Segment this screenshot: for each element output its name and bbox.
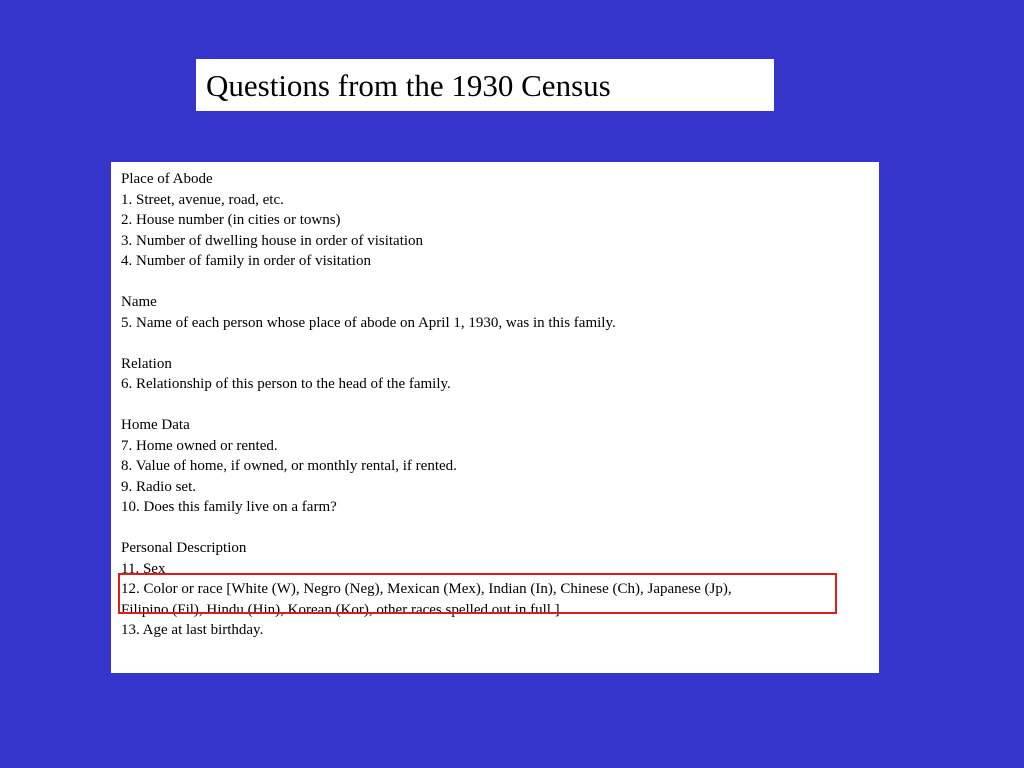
section-heading: Home Data bbox=[121, 417, 190, 433]
section-spacer bbox=[121, 518, 879, 539]
section-spacer bbox=[121, 272, 879, 293]
section-relation bbox=[121, 354, 879, 395]
question-item: 4. Number of family in order of visitation bbox=[121, 253, 371, 269]
section-heading: Personal Description bbox=[121, 540, 247, 556]
section-heading: Relation bbox=[121, 355, 172, 372]
section-spacer bbox=[121, 333, 879, 354]
question-item: 9. Radio set. bbox=[121, 478, 196, 495]
question-item: 10. Does this family live on a farm? bbox=[121, 499, 337, 515]
question-item: 5. Name of each person whose place of abode on April 1, 1930, was in this family. bbox=[121, 314, 616, 331]
question-item: 8. Value of home, if owned, or monthly rental, if rented. bbox=[121, 458, 457, 474]
section-heading: Name bbox=[121, 294, 157, 310]
question-item: 2. House number (in cities or towns) bbox=[121, 212, 341, 228]
section-spacer bbox=[121, 395, 879, 416]
census-questions-box bbox=[111, 162, 879, 673]
question-item: 3. Number of dwelling house in order of visitation bbox=[121, 232, 424, 249]
slide-title: Questions from the 1930 Census bbox=[206, 68, 611, 103]
title-box bbox=[196, 59, 774, 111]
question-item: 1. Street, avenue, road, etc. bbox=[121, 191, 284, 208]
question-item: 7. Home owned or rented. bbox=[121, 437, 278, 454]
section-personal-description bbox=[121, 538, 879, 641]
question-item-highlighted: 12. Color or race [White (W), Negro (Neg), Mexican (Mex), Indian (In), Chinese (Ch), Japanese (Jp), bbox=[121, 581, 732, 597]
question-item-highlighted-continued: Filipino (Fil), Hindu (Hin), Korean (Kor), other races spelled out in full.] bbox=[121, 601, 560, 618]
question-item: 13. Age at last birthday. bbox=[121, 622, 264, 638]
section-home-data bbox=[121, 415, 879, 518]
section-name bbox=[121, 292, 879, 333]
section-heading: Place of Abode bbox=[121, 171, 213, 187]
question-item: 11. Sex bbox=[121, 560, 166, 577]
section-place-of-abode bbox=[121, 169, 879, 272]
question-item: 6. Relationship of this person to the head of the family. bbox=[121, 376, 451, 392]
